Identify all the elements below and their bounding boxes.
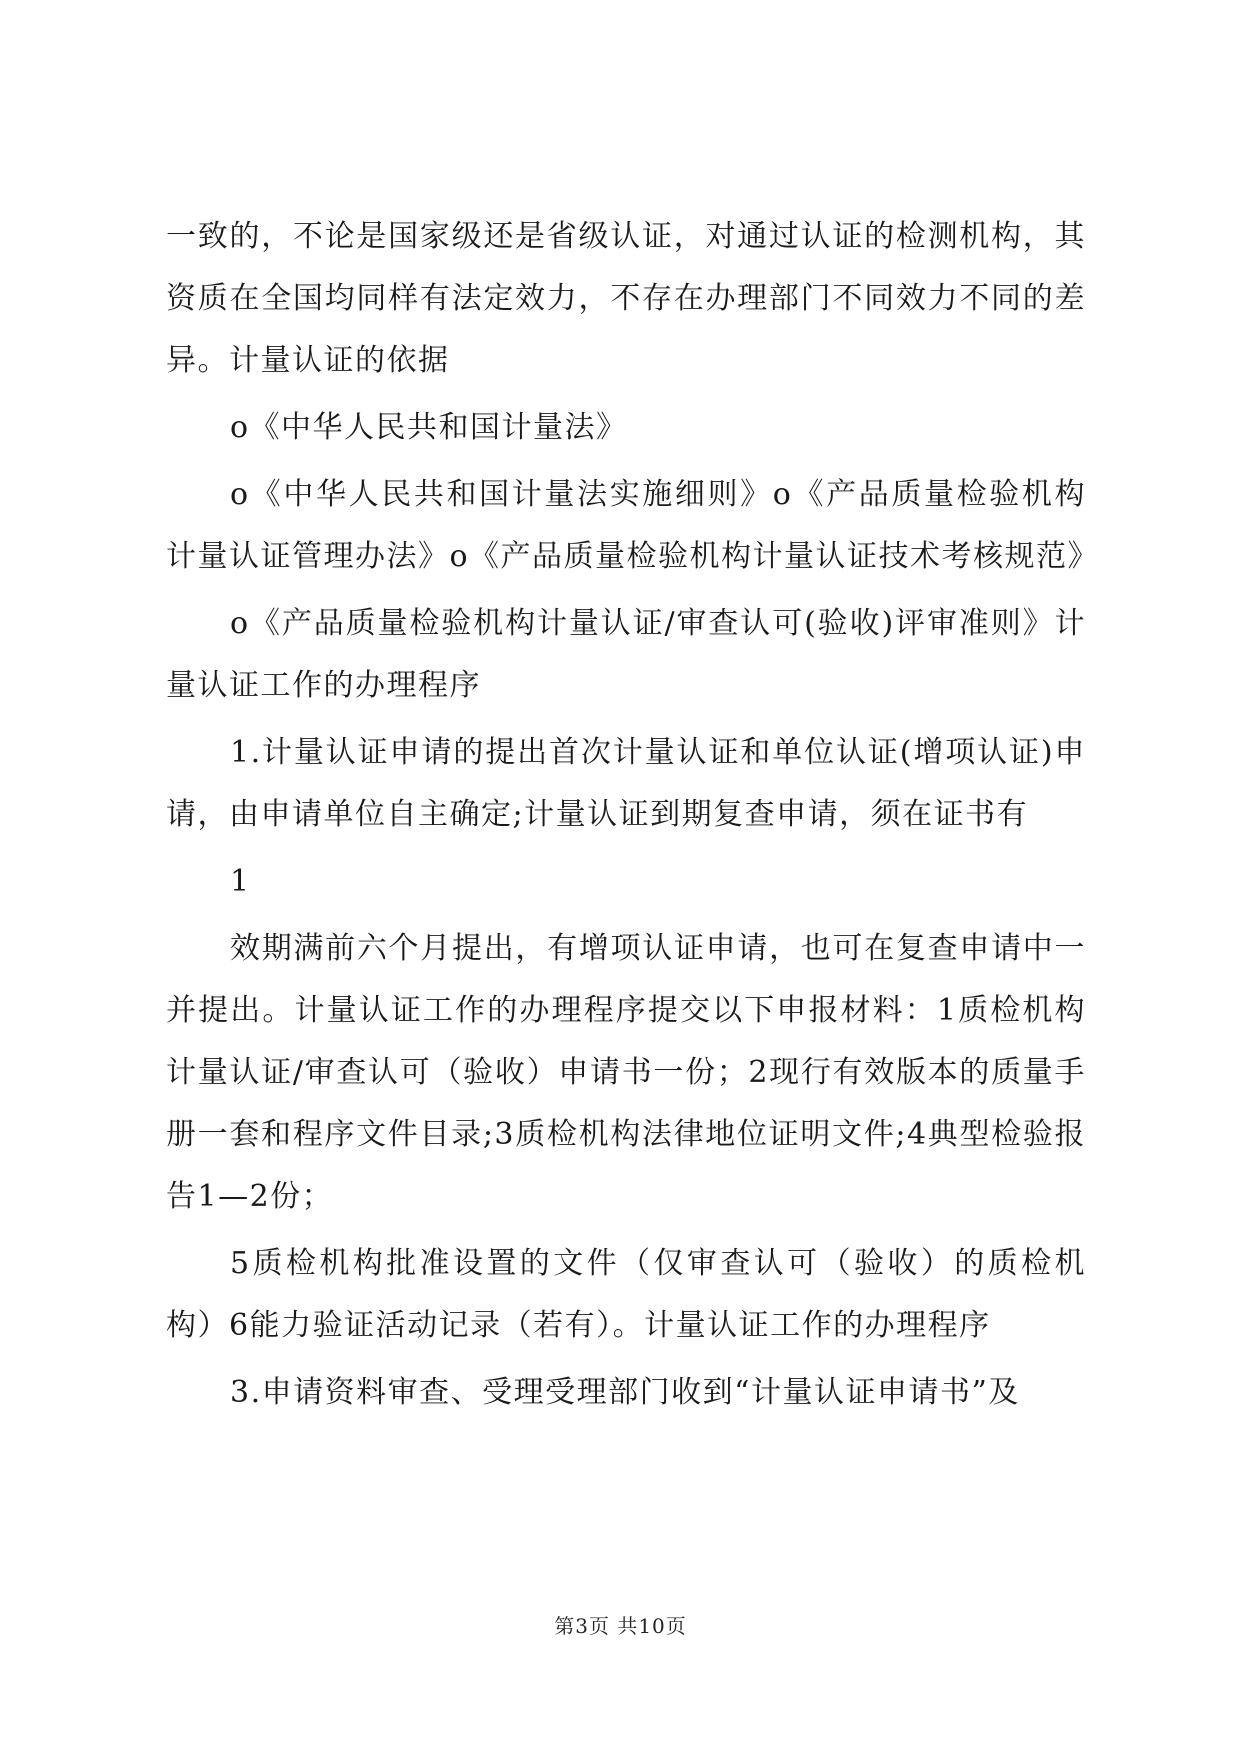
page-number-marker: 1: [230, 864, 251, 899]
document-body: [166, 206, 1100, 1429]
page-footer: 第3页 共10页: [554, 1614, 687, 1638]
paragraph: o《产品质量检验机构计量认证/审查认可(验收)评审准则》计量认证工作的办理程序: [166, 606, 1086, 703]
paragraph: 3.申请资料审查、受理受理部门收到“计量认证申请书”及: [230, 1375, 1020, 1410]
paragraph: 效期满前六个月提出，有增项认证申请，也可在复查申请中一并提出。计量认证工作的办理程序提交以下申报材料：1质检机构计量认证/审查认可（验收）申请书一份；2现行有效版本的质量手册一套和程序文件目录;3质检机构法律地位证明文件;4典型检验报告1—2份；: [166, 931, 1086, 1214]
paragraph: 5质检机构批准设置的文件（仅审查认可（验收）的质检机构）6能力验证活动记录（若有）。计量认证工作的办理程序: [166, 1246, 1086, 1343]
paragraph: o《中华人民共和国计量法》: [230, 410, 628, 445]
paragraph: 一致的，不论是国家级还是省级认证，对通过认证的检测机构，其资质在全国均同样有法定效力，不存在办理部门不同效力不同的差异。计量认证的依据: [166, 219, 1086, 378]
paragraph: o《中华人民共和国计量法实施细则》o《产品质量检验机构计量认证管理办法》o《产品质量检验机构计量认证技术考核规范》: [166, 477, 1100, 574]
paragraph: 1.计量认证申请的提出首次计量认证和单位认证(增项认证)申请，由申请单位自主确定;计量认证到期复查申请，须在证书有: [166, 735, 1086, 832]
